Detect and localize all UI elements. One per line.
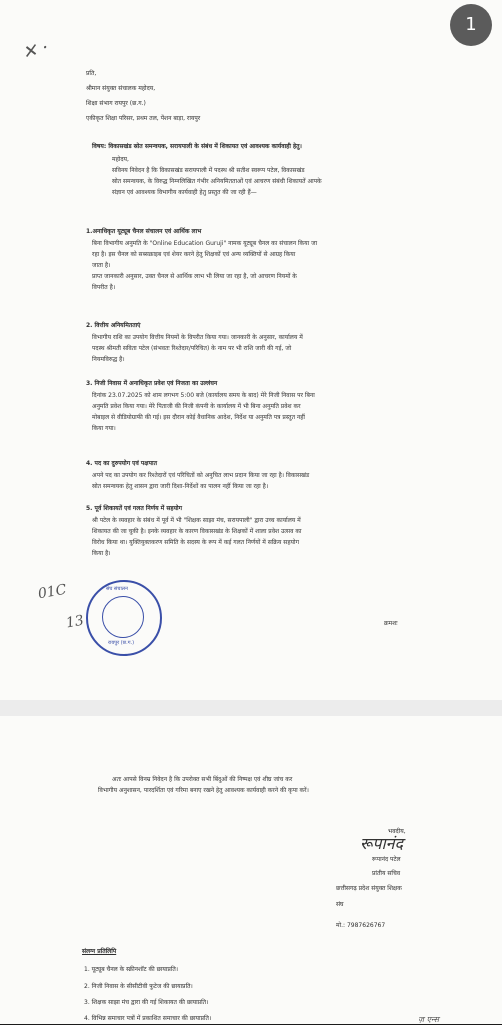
point-line: विरोध किया था। युक्तियुक्तकरण समिति के सदस्य के रूप में कई गलत निर्णयों में सक्रिय सहयोग [92,539,299,546]
page-number-badge: 1 [450,4,492,46]
bhavdiya: भवदीय, [388,828,406,835]
intro-line: स्रोत समन्वयक, के विरुद्ध निम्नलिखित गंभीर अनियमितताओं एवं आचरण संबंधी शिकायतें आपके [112,178,322,185]
point-3-body [92,390,315,434]
addressee-line-1: श्रीमान संयुक्त संचालक महोदय, [86,85,156,92]
point-line: जाता है। [92,262,111,269]
point-4-body [92,470,309,492]
addressee-prati: प्रति, [86,70,97,77]
point-1-body [92,238,317,293]
closing-line: अतः आपसे विनम्र निवेदन है कि उपरोक्त सभी बिंदुओं की निष्पक्ष एवं शीघ्र जांच कर [112,776,293,783]
enclosure-item: 4. विभिन्न समाचार पत्रों में प्रकाशित समाचार की छायाप्रति। [84,1015,212,1022]
point-line: नियमविरुद्ध है। [92,356,125,363]
point-line: दिनांक 23.07.2025 को शाम लगभग 5:00 बजे (कार्यालय समय के बाद) मेरे निजी निवास पर बिना [92,392,315,399]
point-5-title: 5. पूर्व शिकायतें एवं गलत निर्णय में सहयोग [86,505,182,512]
handwritten-note-b: 13 [64,612,86,632]
point-line: श्री पटेल के व्यवहार के संबंध में पूर्व में भी "शिक्षक साझा मंच, सरायपाली" द्वारा उच्च कार्यालय में [92,517,301,524]
intro-line: संज्ञान एवं आवश्यक विभागीय कार्यवाही हेतु प्रस्तुत की जा रही हैं— [112,189,257,196]
point-5-body [92,515,302,559]
sender-org-line-1: छत्तीसगढ़ प्रदेश संयुक्त शिक्षक [336,885,402,892]
letter-page-2 [0,716,502,1024]
point-line: पदस्थ श्रीमती सविता पटेल (संभवतः रिश्तेदार/परिचित) के नाम पर भी राशि जारी की गई, जो [92,345,292,352]
point-line: मोबाइल से वीडियोग्राफी की गई। इस दौरान कोई वैधानिक आदेश, निर्देश या अनुमति पत्र प्रस्तुत नहीं [92,414,305,421]
point-line: प्राप्त जानकारी अनुसार, उक्त चैनल से आर्थिक लाभ भी लिया जा रहा है, जो आचरण नियमों के [92,273,297,280]
enclosure-item: 1. यूट्यूब चैनल के स्क्रीनशॉट की छायाप्रति। [84,966,179,973]
continued-marker: क्रमशः [384,620,398,627]
enclosure-item: 3. शिक्षक साझा मंच द्वारा की गई शिकायत की छायाप्रति। [84,999,209,1006]
point-line: अनुमति प्रवेश किया गया। मेरे पिताजी की निजी कंपनी के कार्यालय में भी बिना अनुमति प्रवेश कर [92,403,301,410]
point-line: बिना विभागीय अनुमति के "Online Education Guruji" नामक यूट्यूब चैनल का संचालन किया जा [92,240,318,247]
bottom-handwriting: ज़ एन्स [418,1015,439,1024]
official-stamp [86,580,162,656]
addressee-line-3: एकीकृत शिक्षा परिसर, प्रथम तल, पेंशन बाड़ा, रायपुर [86,115,201,122]
intro-paragraph [112,165,322,198]
point-line: शिकायत की जा चुकी है। इनके व्यवहार के कारण विकासखंड के शिक्षकों में शाला प्रवेश उत्सव का [92,528,302,535]
salutation: महोदय, [112,156,129,163]
closing-paragraph [98,774,309,796]
point-line: अपने पद का उपयोग कर रिश्तेदारों एवं परिचितों को अनुचित लाभ प्रदान किया जा रहा है। विकासखंड [92,472,310,479]
point-4-title: 4. पद का दुरुपयोग एवं पक्षपात [86,460,157,467]
subject-line: विषय: विकासखंड स्रोत समन्वयक, सरायपाली के संबंध में शिकायत एवं आवश्यक कार्यवाही हेतु। [92,143,302,150]
page-separator [0,700,502,716]
closing-line: विभागीय अनुशासन, पारदर्शिता एवं गरिमा बनाए रखने हेतु आवश्यक कार्यवाही करने की कृपा करें। [98,787,309,794]
point-line: किया गया। [92,425,116,432]
sender-mobile: मो.: 7987626767 [336,922,386,929]
point-line: विभागीय राशि का उपयोग वित्तीय नियमों के विपरीत किया गया। जानकारी के अनुसार, कार्यालय में [92,334,303,341]
enclosures-title: संलग्न प्रतिलिपि [82,948,117,955]
point-line: किया है। [92,550,111,557]
point-3-title: 3. निजी निवास में अनाधिकृत प्रवेश एवं निजता का उल्लंघन [86,380,218,387]
handwritten-note-a: 01C [36,581,68,603]
addressee-line-2: शिक्षा संभाग रायपुर (छ.ग.) [86,100,146,107]
point-line: विपरीत है। [92,284,116,291]
corner-scribble: ✕ · [19,36,51,65]
sender-name: रूपानंद पटेल [372,856,401,863]
point-2-title: 2. वित्तीय अनियमितताएं [86,322,141,329]
point-1-title: 1.अनाधिकृत यूट्यूब चैनल संचालन एवं आर्थिक लाभ [86,228,202,235]
point-line: स्रोत समन्वयक हेतु शासन द्वारा जारी दिशा-निर्देशों का पालन नहीं किया जा रहा है। [92,483,269,490]
sender-org-line-2: संघ [336,901,344,908]
intro-line: सविनय निवेदन है कि विकासखंड सरायपाली में पदस्थ श्री सतीश स्वरूप पटेल, विकासखंड [112,167,305,174]
stamp-top-text: संघ संचालन [106,586,128,592]
enclosure-item: 2. निजी निवास के सीसीटीवी फुटेज की छायाप्रति। [84,983,193,990]
point-line: रहा है। इस चैनल को सब्सक्राइब एवं शेयर करने हेतु शिक्षकों एवं अन्य व्यक्तियों से आग्रह किया [92,251,296,258]
stamp-bottom-text: रायपुर (छ.ग.) [108,640,135,646]
sender-post: प्रांतीय सचिव [372,870,401,877]
signature: रूपानंद [360,834,404,853]
point-2-body [92,332,303,365]
